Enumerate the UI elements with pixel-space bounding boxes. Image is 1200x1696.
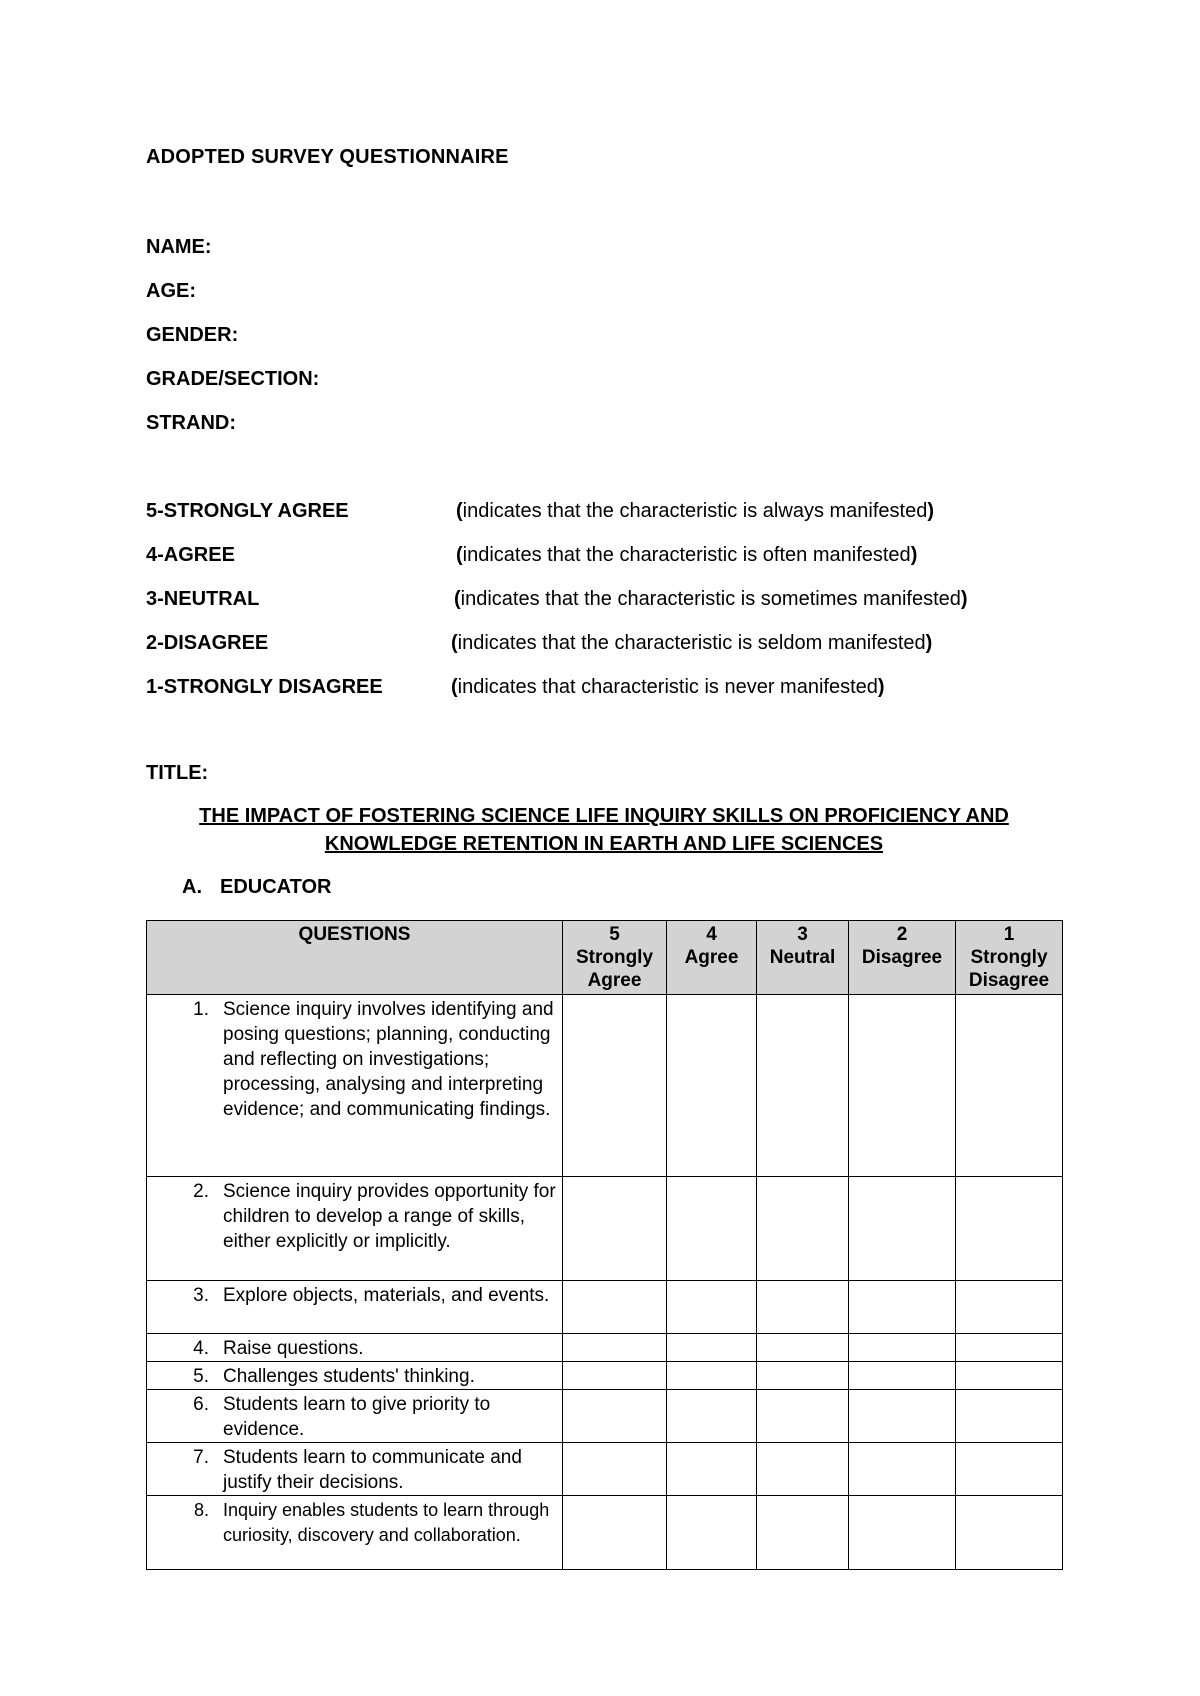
rating-cell[interactable]	[563, 1281, 667, 1334]
rating-cell[interactable]	[667, 1390, 757, 1443]
rating-cell[interactable]	[757, 1443, 849, 1496]
table-row	[147, 1281, 1063, 1334]
rating-cell[interactable]	[757, 1496, 849, 1570]
question-cell: 7. Students learn to communicate and justify their decisions.	[147, 1443, 563, 1496]
question-cell: 2. Science inquiry provides opportunity for children to develop a range of skills, either explicitly or implicitly.	[147, 1177, 563, 1281]
scale-description: (indicates that the characteristic is always manifested)	[456, 500, 935, 522]
header-questions: QUESTIONS	[147, 921, 563, 995]
scale-key: 1-STRONGLY DISAGREE	[146, 676, 383, 698]
rating-cell[interactable]	[849, 1334, 956, 1362]
scale-description: (indicates that the characteristic is seldom manifested)	[451, 632, 933, 654]
rating-cell[interactable]	[667, 1443, 757, 1496]
rating-cell[interactable]	[956, 1496, 1063, 1570]
scale-key: 3-NEUTRAL	[146, 588, 260, 610]
header-neutral: 3 Neutral	[757, 921, 849, 995]
header-disagree: 2 Disagree	[849, 921, 956, 995]
rating-cell[interactable]	[849, 1281, 956, 1334]
rating-cell[interactable]	[849, 1443, 956, 1496]
gender-field-label: GENDER:	[146, 324, 239, 346]
rating-cell[interactable]	[757, 1177, 849, 1281]
section-letter: A.	[182, 876, 202, 898]
rating-cell[interactable]	[956, 1177, 1063, 1281]
strand-field-label: STRAND:	[146, 412, 236, 434]
document-heading: ADOPTED SURVEY QUESTIONNAIRE	[146, 146, 509, 168]
question-cell: 1. Science inquiry involves identifying and posing questions; planning, conducting and reflecting on investigations; processing, analysing and interpreting evidence; and communicating findings.	[147, 995, 563, 1177]
header-agree: 4 Agree	[667, 921, 757, 995]
rating-cell[interactable]	[667, 1177, 757, 1281]
question-cell: 5. Challenges students' thinking.	[147, 1362, 563, 1390]
rating-cell[interactable]	[667, 1281, 757, 1334]
section-heading	[182, 876, 331, 899]
header-strongly-disagree: 1 Strongly Disagree	[956, 921, 1063, 995]
rating-cell[interactable]	[757, 1362, 849, 1390]
table-row	[147, 1496, 1063, 1570]
name-field-label: NAME:	[146, 236, 212, 258]
question-cell: 4. Raise questions.	[147, 1334, 563, 1362]
question-cell: 6. Students learn to give priority to evidence.	[147, 1390, 563, 1443]
title-label: TITLE:	[146, 762, 209, 784]
study-title	[146, 802, 1062, 858]
scale-description: (indicates that the characteristic is sometimes manifested)	[454, 588, 968, 610]
survey-table	[146, 920, 1063, 1570]
rating-cell[interactable]	[956, 995, 1063, 1177]
rating-cell[interactable]	[757, 1334, 849, 1362]
rating-cell[interactable]	[956, 1362, 1063, 1390]
question-cell: 3. Explore objects, materials, and events.	[147, 1281, 563, 1334]
header-strongly-agree: 5 Strongly Agree	[563, 921, 667, 995]
scale-key: 4-AGREE	[146, 544, 235, 566]
rating-cell[interactable]	[757, 1390, 849, 1443]
rating-cell[interactable]	[757, 1281, 849, 1334]
age-field-label: AGE:	[146, 280, 196, 302]
rating-cell[interactable]	[667, 995, 757, 1177]
rating-cell[interactable]	[757, 995, 849, 1177]
rating-cell[interactable]	[667, 1362, 757, 1390]
rating-cell[interactable]	[956, 1443, 1063, 1496]
table-row	[147, 1334, 1063, 1362]
rating-cell[interactable]	[849, 1362, 956, 1390]
scale-description: (indicates that the characteristic is often manifested)	[456, 544, 918, 566]
scale-row-4	[146, 544, 918, 567]
rating-cell[interactable]	[563, 1390, 667, 1443]
scale-row-5	[146, 500, 935, 523]
scale-row-2	[146, 632, 933, 655]
scale-key: 5-STRONGLY AGREE	[146, 500, 349, 522]
study-title-line: THE IMPACT OF FOSTERING SCIENCE LIFE INQUIRY SKILLS ON PROFICIENCY AND	[199, 805, 1009, 827]
table-row	[147, 1443, 1063, 1496]
question-cell: 8. Inquiry enables students to learn through curiosity, discovery and collaboration.	[147, 1496, 563, 1570]
rating-cell[interactable]	[956, 1281, 1063, 1334]
grade-section-field-label: GRADE/SECTION:	[146, 368, 320, 390]
rating-cell[interactable]	[563, 995, 667, 1177]
scale-description: (indicates that characteristic is never manifested)	[451, 676, 885, 698]
rating-cell[interactable]	[849, 995, 956, 1177]
table-row	[147, 1177, 1063, 1281]
rating-cell[interactable]	[849, 1496, 956, 1570]
rating-cell[interactable]	[956, 1390, 1063, 1443]
scale-key: 2-DISAGREE	[146, 632, 269, 654]
table-row	[147, 1362, 1063, 1390]
table-row	[147, 995, 1063, 1177]
study-title-line: KNOWLEDGE RETENTION IN EARTH AND LIFE SCIENCES	[324, 833, 884, 855]
table-row	[147, 1390, 1063, 1443]
rating-cell[interactable]	[849, 1390, 956, 1443]
rating-cell[interactable]	[563, 1443, 667, 1496]
rating-cell[interactable]	[667, 1334, 757, 1362]
rating-cell[interactable]	[563, 1496, 667, 1570]
rating-cell[interactable]	[667, 1496, 757, 1570]
section-name: EDUCATOR	[220, 876, 332, 898]
table-header-row	[147, 921, 1063, 995]
scale-row-1	[146, 676, 885, 699]
rating-cell[interactable]	[563, 1177, 667, 1281]
rating-cell[interactable]	[849, 1177, 956, 1281]
rating-cell[interactable]	[563, 1334, 667, 1362]
scale-row-3	[146, 588, 968, 611]
rating-cell[interactable]	[563, 1362, 667, 1390]
rating-cell[interactable]	[956, 1334, 1063, 1362]
